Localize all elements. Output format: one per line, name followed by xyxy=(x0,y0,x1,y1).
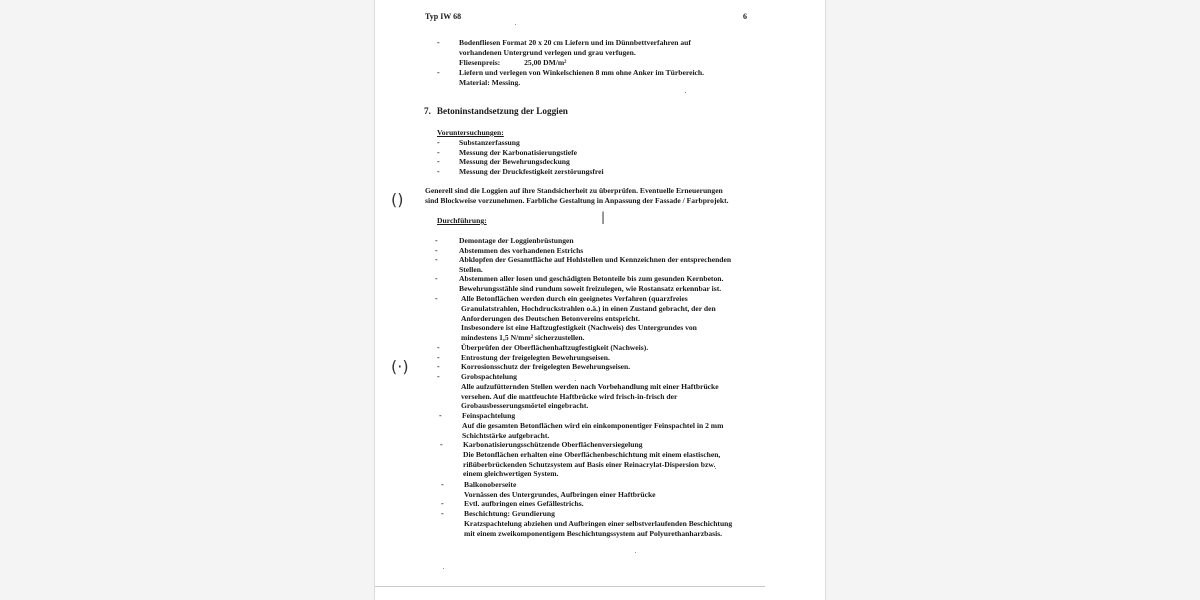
list-item xyxy=(464,480,764,500)
text-line: Die Betonflächen erhalten eine Oberflächenbeschichtung mit einem elastischen, xyxy=(463,449,721,459)
text-line: mindestens 1,5 N/mm² sicherzustellen. xyxy=(461,333,585,343)
scan-speck xyxy=(635,552,636,553)
list-item: Messung der Druckfestigkeit zerstörungsfrei xyxy=(459,167,604,176)
text-line: Kratzspachtelung abziehen und Aufbringen einer selbstverlaufenden Beschichtung xyxy=(464,518,733,528)
price-label: Fliesenpreis: xyxy=(459,57,501,67)
text-line: Anforderungen des Deutschen Betonvereins entspricht. xyxy=(461,313,640,323)
scan-edge-line xyxy=(375,586,765,587)
scan-speck xyxy=(715,468,716,469)
scan-speck xyxy=(685,92,686,93)
bullet-dash: - xyxy=(435,236,438,245)
text-line: einem gleichwertigen System. xyxy=(463,469,559,479)
bullet-dash: - xyxy=(437,343,440,352)
handwritten-mark-2: (·) xyxy=(391,357,409,376)
text-line: Überprüfen der Oberflächenhaftzugfestigkeit (Nachweis). xyxy=(461,343,649,352)
bullet-dash: - xyxy=(437,372,440,381)
text-line: Balkonoberseite xyxy=(464,480,517,489)
text-line: Beschichtung: Grundierung xyxy=(464,509,555,518)
bullet-dash: - xyxy=(437,167,440,176)
text-line: Generell sind die Loggien auf ihre Standsicherheit zu überprüfen. Eventuelle Erneuerungen xyxy=(425,186,723,195)
bullet-dash: - xyxy=(437,362,440,371)
list-item xyxy=(461,343,761,353)
text-line: sind Blockweise vorzunehmen. Farbliche Gestaltung in Anpassung der Fassade / Farbprojekt. xyxy=(425,195,729,205)
doc-type-label: Typ IW 68 xyxy=(425,12,462,21)
list-item xyxy=(464,509,764,538)
bullet-dash: - xyxy=(435,246,438,255)
list-item xyxy=(463,440,763,479)
bullet-dash: - xyxy=(435,294,438,303)
text-line: vorhandenen Untergrund verlegen und grau verfugen. xyxy=(459,47,636,57)
text-line: Stellen. xyxy=(459,264,483,274)
document-page xyxy=(375,0,825,600)
handwritten-mark-1: () xyxy=(391,190,404,209)
list-item xyxy=(461,372,761,411)
text-line: Material: Messing. xyxy=(459,77,521,87)
text-line: Liefern und verlegen von Winkelschienen 8 mm ohne Anker im Türbereich. xyxy=(459,68,705,77)
bullet-dash: - xyxy=(437,38,440,47)
text-line: Schichtstärke aufgebracht. xyxy=(462,430,550,440)
text-line: Evtl. aufbringen eines Gefällestrichs. xyxy=(464,499,584,508)
subheading-execution: Durchführung: xyxy=(437,216,487,225)
text-line: Feinspachtelung xyxy=(462,411,516,420)
text-line: versehen. Auf die mattfeuchte Haftbrücke wird frisch-in-frisch der xyxy=(461,391,678,401)
text-line: Grobausbesserungsmörtel eingebracht. xyxy=(461,401,589,411)
bullet-dash: - xyxy=(441,480,444,489)
price-value: 25,00 DM/m² xyxy=(524,57,567,67)
list-item xyxy=(459,274,759,294)
bullet-dash: - xyxy=(437,138,440,147)
list-item xyxy=(461,362,761,372)
text-line: Karbonatisierungsschützende Oberflächenversiegelung xyxy=(463,440,643,449)
bullet-dash: - xyxy=(441,509,444,518)
general-paragraph xyxy=(425,186,765,206)
list-item xyxy=(461,294,761,343)
list-item xyxy=(462,411,762,440)
price-row xyxy=(459,58,759,68)
section-title xyxy=(424,106,568,116)
bullet-dash: - xyxy=(435,255,438,264)
bullet-dash: - xyxy=(440,440,443,449)
section-number: 7. xyxy=(424,106,431,116)
bullet-dash: - xyxy=(437,148,440,157)
bullet-dash: - xyxy=(441,499,444,508)
section-title-text: Betoninstandsetzung der Loggien xyxy=(436,106,568,116)
text-line: Granulatstrahlen, Hochdruckstrahlen o.ä.) in einen Zustand gebracht, der den xyxy=(461,303,716,313)
text-line: Alle aufzufütternden Stellen werden nach Vorbehandlung mit einer Haftbrücke xyxy=(461,381,719,391)
text-line: Abstemmen aller losen und geschädigten Betonteile bis zum gesunden Kernbeton. xyxy=(459,274,724,283)
bullet-dash: - xyxy=(437,157,440,166)
list-item: Messung der Bewehrungsdeckung xyxy=(459,157,570,166)
scan-speck xyxy=(575,380,576,381)
text-line: mit einem zweikomponentigem Beschichtungssystem auf Polyurethanharzbasis. xyxy=(464,528,723,538)
scan-speck xyxy=(443,568,444,569)
text-line: Bodenfliesen Format 20 x 20 cm Liefern und im Dünnbettverfahren auf xyxy=(459,38,691,47)
bullet-dash: - xyxy=(439,411,442,420)
bullet-dash: - xyxy=(435,274,438,283)
text-line: Bewehrungsstähle sind rundum soweit freizulegen, wie Rostansatz erkennbar ist. xyxy=(459,283,722,293)
list-item: Substanzerfassung xyxy=(459,138,520,147)
list-item xyxy=(464,499,764,509)
top-item-tiles xyxy=(459,38,759,67)
bullet-dash: - xyxy=(437,68,440,77)
list-item: Messung der Karbonatisierungstiefe xyxy=(459,148,577,157)
text-line: Auf die gesamten Betonflächen wird ein einkomponentiger Feinspachtel in 2 mm xyxy=(462,420,724,430)
text-line: Insbesondere ist eine Haftzugfestigkeit (Nachweis) des Untergrundes von xyxy=(461,323,697,333)
text-line: Demontage der Loggienbrüstungen xyxy=(459,236,574,245)
text-line: Vornässen des Untergrundes, Aufbringen einer Haftbrücke xyxy=(464,489,656,499)
text-line: Grobspachtelung xyxy=(461,372,517,381)
text-line: Alle Betonflächen werden durch ein geeignetes Verfahren (quarzfreies xyxy=(461,294,688,303)
page-number: 6 xyxy=(743,12,747,21)
text-line: Abklopfen der Gesamtfläche auf Hohlstellen und Kennzeichnen der entsprechenden xyxy=(459,255,732,264)
scan-speck xyxy=(515,24,516,25)
list-item xyxy=(459,236,759,246)
top-item-profiles xyxy=(459,68,759,88)
text-line: Entrostung der freigelegten Bewehrungseisen. xyxy=(461,353,610,362)
text-line: rißüberbrückenden Schutzsystem auf Basis einer Reinacrylat-Dispersion bzw. xyxy=(463,459,716,469)
list-item xyxy=(459,255,759,275)
text-line: Korrosionsschutz der freigelegten Bewehrungseisen. xyxy=(461,362,631,371)
handwritten-tick: | xyxy=(601,210,606,224)
text-line: Abstemmen des vorhandenen Estrichs xyxy=(459,246,584,255)
bullet-dash: - xyxy=(437,353,440,362)
subheading-preliminary: Voruntersuchungen: xyxy=(437,128,504,137)
